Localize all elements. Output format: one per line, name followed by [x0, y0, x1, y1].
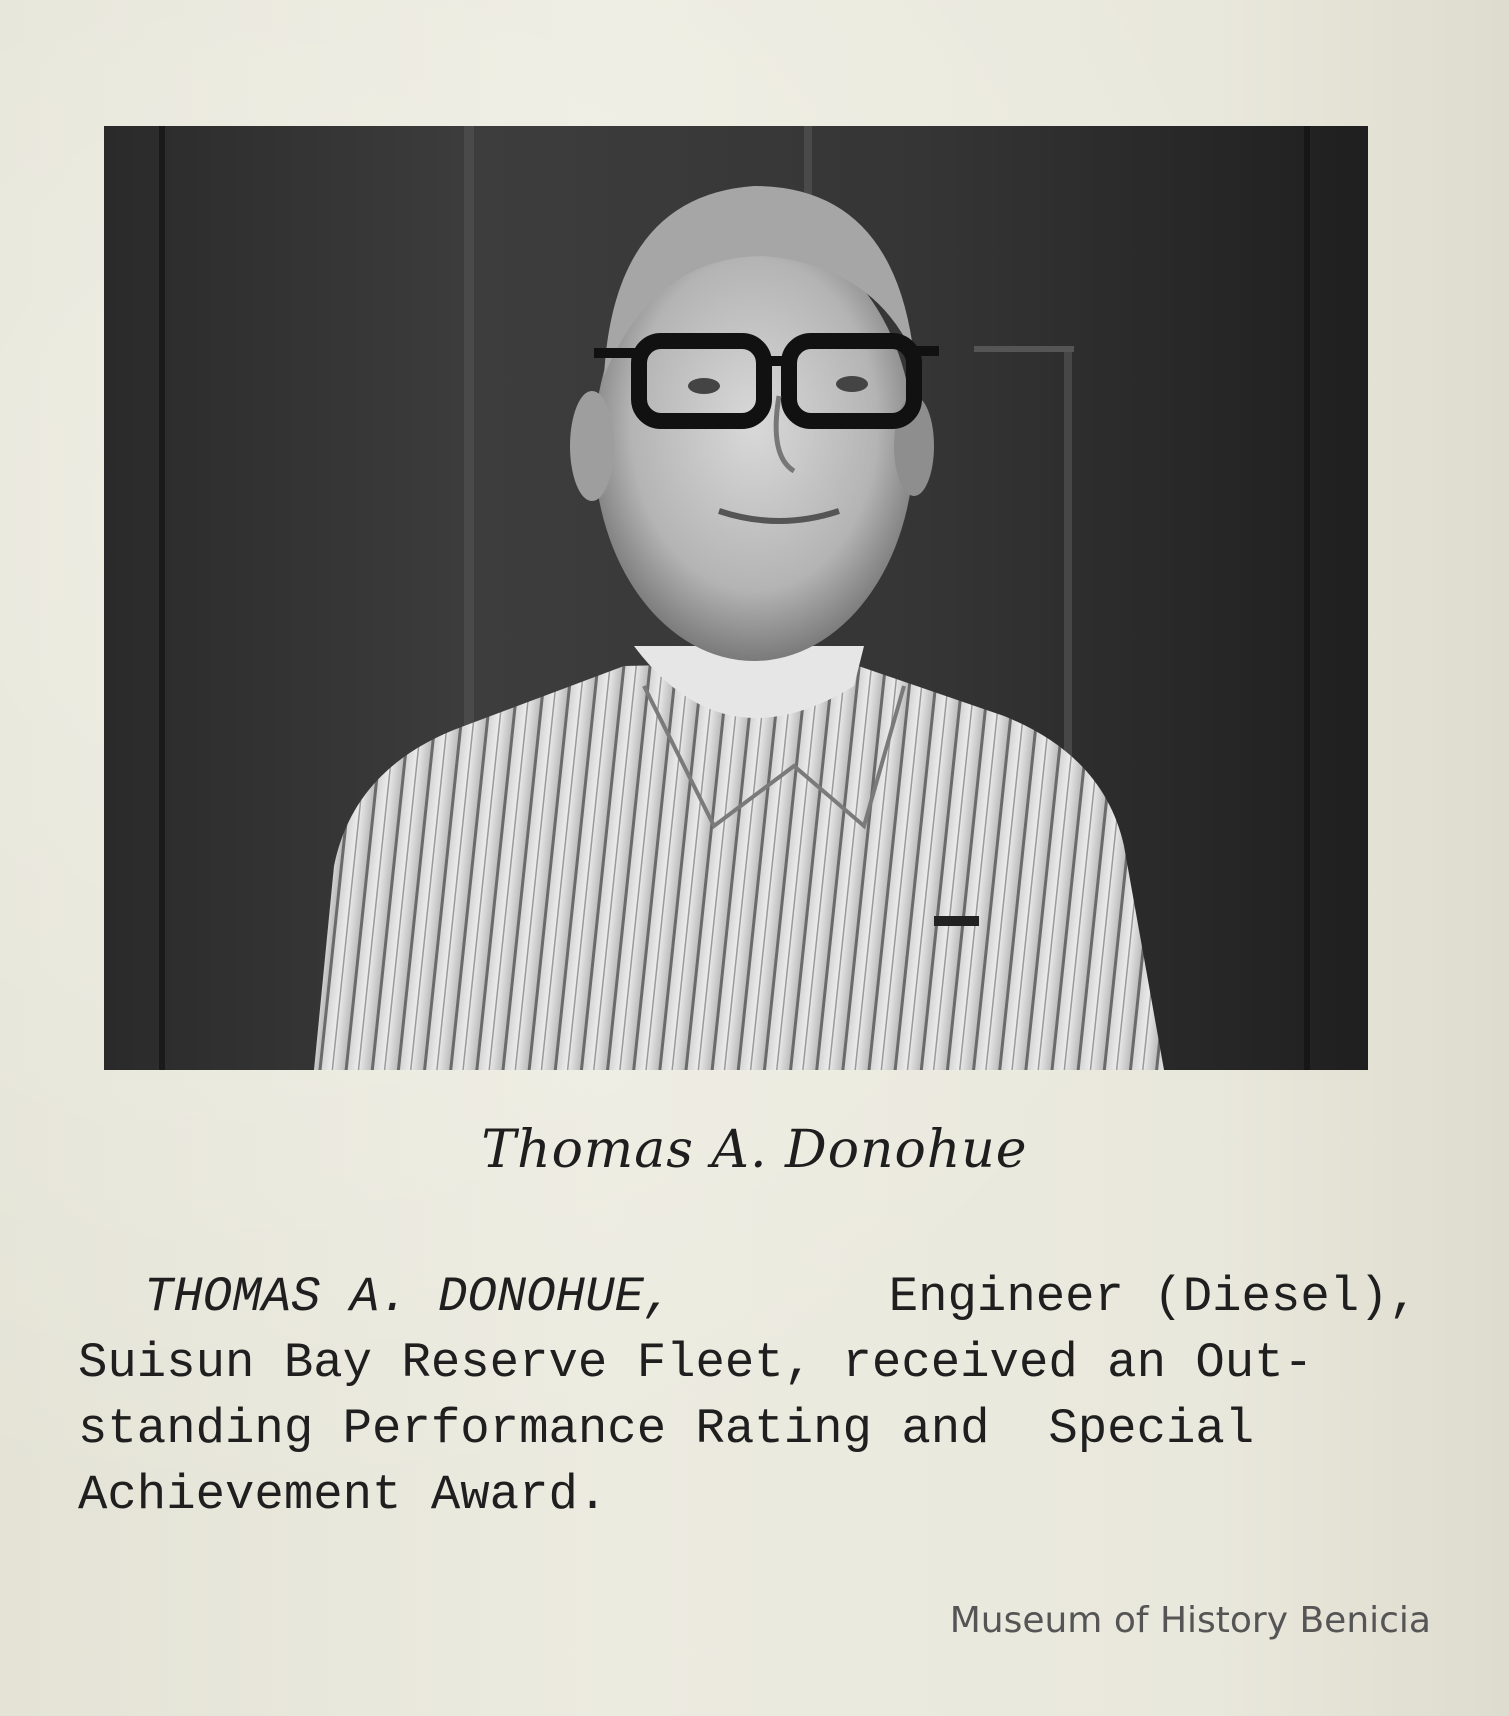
article-paragraph: [78, 1264, 1418, 1528]
portrait-image: [104, 126, 1368, 1070]
photo-caption: Thomas A. Donohue: [481, 1120, 1028, 1180]
paragraph-line-4: Achievement Award.: [78, 1467, 608, 1523]
portrait-photo: [104, 126, 1368, 1070]
person-name: THOMAS A. DONOHUE,: [144, 1269, 674, 1325]
paragraph-line-1-text: Engineer (Diesel),: [888, 1269, 1418, 1325]
paragraph-line-3: standing Performance Rating and Special: [78, 1401, 1255, 1457]
paragraph-line-2: Suisun Bay Reserve Fleet, received an Out-: [78, 1335, 1314, 1391]
paragraph-line-1: [78, 1264, 1418, 1330]
watermark: Museum of History Benicia: [949, 1600, 1431, 1641]
